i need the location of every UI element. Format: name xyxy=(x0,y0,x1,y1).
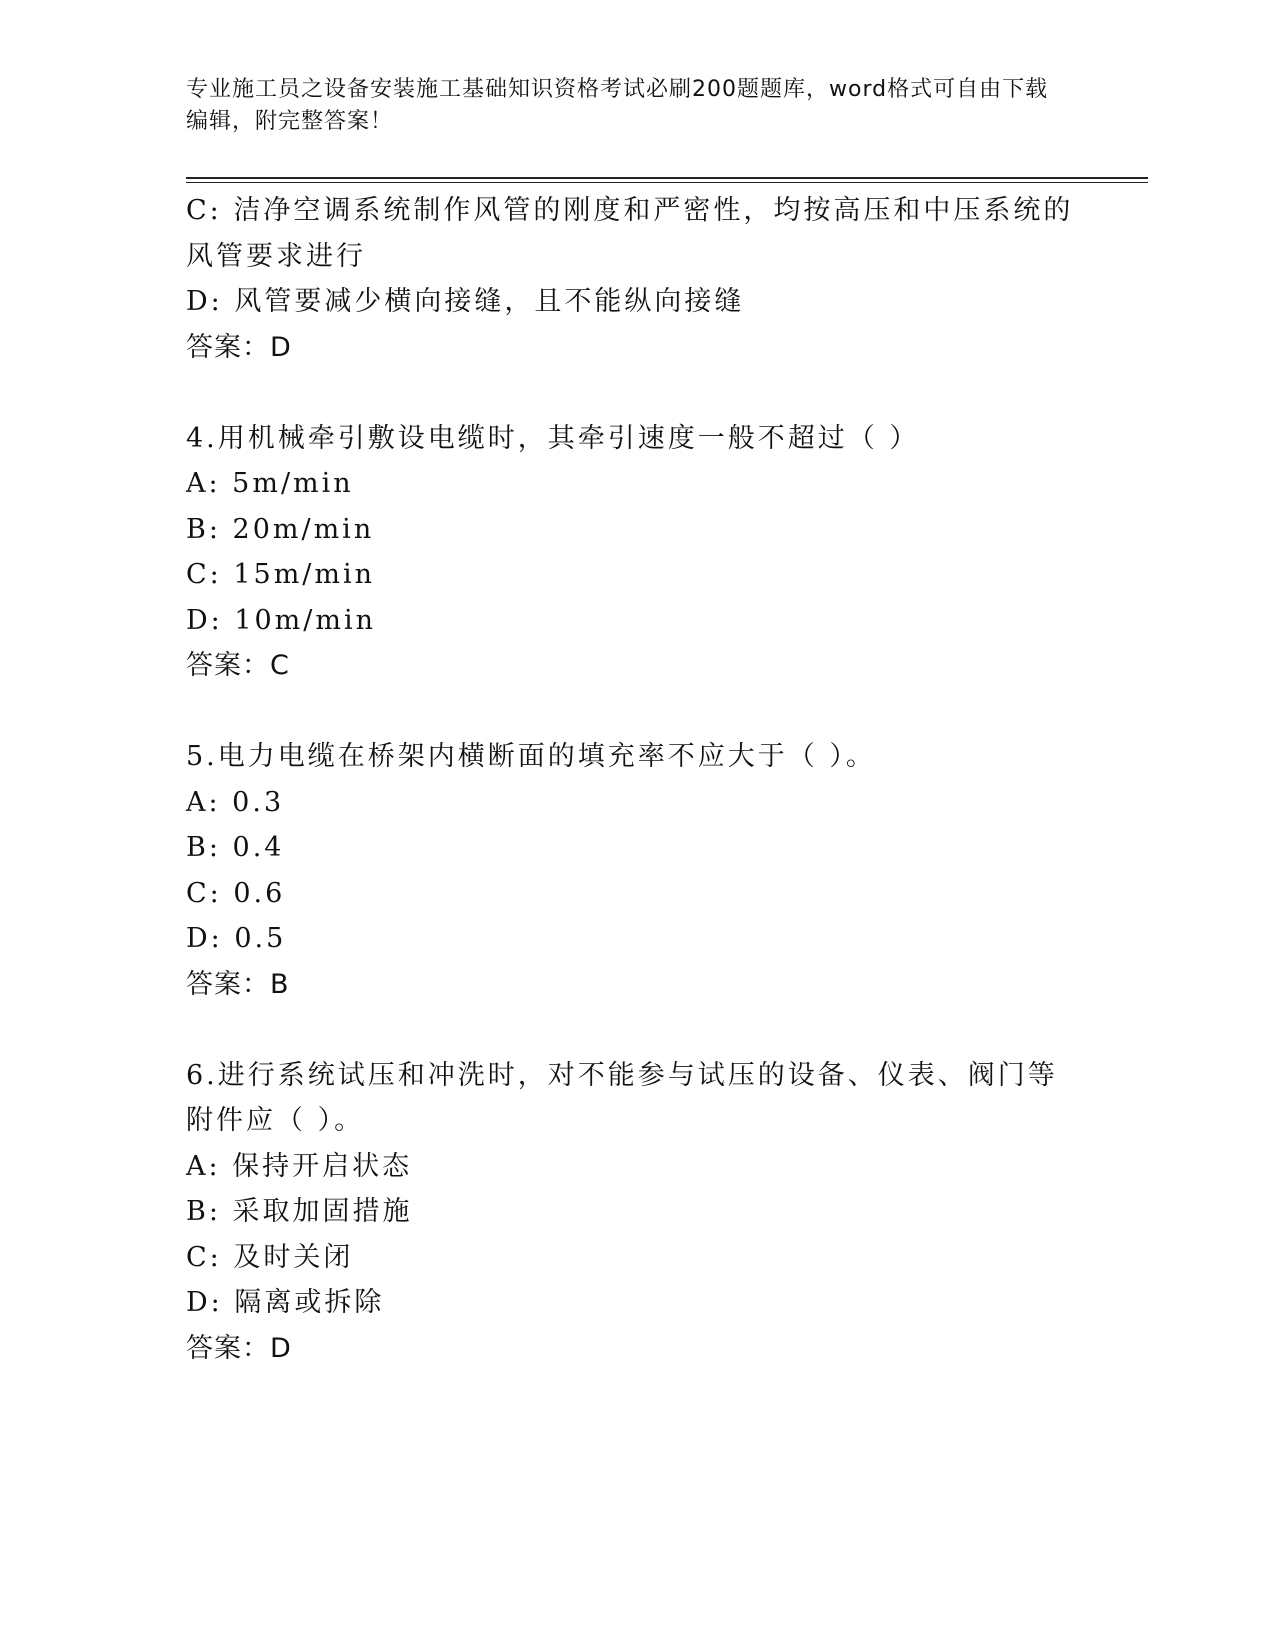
header-rule-thin xyxy=(186,182,1148,183)
option-c: C: 0.6 xyxy=(186,877,286,909)
option-a: A: 保持开启状态 xyxy=(186,1150,413,1182)
spacer xyxy=(186,370,1076,416)
question-text: 6.进行系统试压和冲洗时，对不能参与试压的设备、仪表、阀门等附件应（ ）。 xyxy=(186,1059,1058,1136)
option-d: D: 10m/min xyxy=(186,604,377,636)
option-c: C: 15m/min xyxy=(186,559,376,590)
option-a: A: 5m/min xyxy=(186,468,354,499)
option-a: A: 0.3 xyxy=(186,786,285,818)
option-b: B: 采取加固措施 xyxy=(186,1196,413,1227)
document-header: 专业施工员之设备安装施工基础知识资格考试必刷200题题库，word格式可自由下载编辑，附完整答案！ xyxy=(186,77,1049,134)
question-block xyxy=(186,416,1076,689)
question-block xyxy=(186,734,1076,1007)
spacer xyxy=(186,1007,1076,1053)
option-d: D: 0.5 xyxy=(186,923,287,954)
option-b: B: 0.4 xyxy=(186,832,285,863)
answer-line: 答案：D xyxy=(186,1332,292,1364)
question-block xyxy=(186,1053,1076,1372)
answer-line: 答案：C xyxy=(186,650,290,681)
question-list xyxy=(186,188,1076,1371)
answer-line: 答案：B xyxy=(186,968,290,1000)
question-text: 4.用机械牵引敷设电缆时，其牵引速度一般不超过（ ） xyxy=(186,422,920,454)
question-text: 5.电力电缆在桥架内横断面的填充率不应大于（ ）。 xyxy=(186,741,876,772)
question-fragment xyxy=(186,188,1076,370)
option-d: D: 隔离或拆除 xyxy=(186,1287,385,1318)
spacer xyxy=(186,689,1076,735)
header-rule-thick xyxy=(186,177,1148,179)
option-c: C: 及时关闭 xyxy=(186,1241,354,1273)
option-c: C: 洁净空调系统制作风管的刚度和严密性，均按高压和中压系统的风管要求进行 xyxy=(186,195,1074,272)
answer-line: 答案：D xyxy=(186,331,292,363)
option-d: D: 风管要减少横向接缝，且不能纵向接缝 xyxy=(186,286,745,317)
option-b: B: 20m/min xyxy=(186,513,375,545)
